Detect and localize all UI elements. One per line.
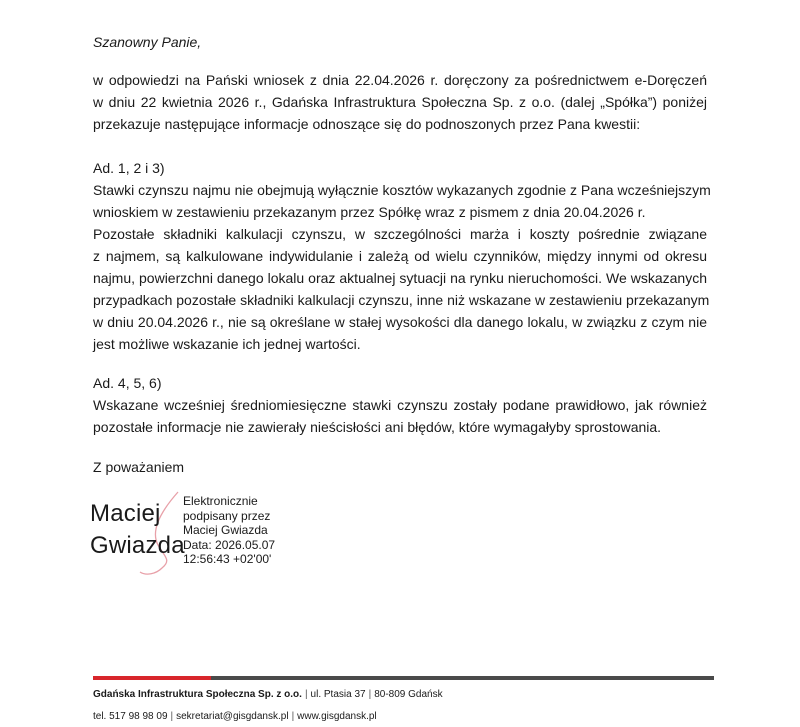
- footer-website-link[interactable]: www.gisgdansk.pl: [297, 711, 377, 722]
- body-line: z najmem, są kalkulowane indywidulanie i zależą od wielu czynników, między innymi od okresu: [93, 248, 707, 264]
- intro-paragraph: [93, 69, 707, 135]
- footer-separator: |: [170, 711, 174, 722]
- signature-last-name: Gwiazda: [90, 532, 185, 559]
- footer-accent-bar: [93, 676, 211, 680]
- intro-line: przekazuje następujące informacje odnoszące się do podnoszonych przez Pana kwestii:: [93, 116, 641, 132]
- intro-line: w dniu 22 kwietnia 2026 r., Gdańska Infrastruktura Społeczna Sp. z o.o. (dalej „Spółka”) poniżej: [93, 94, 707, 110]
- section-body-ad1: [93, 179, 711, 355]
- footer-email-link[interactable]: sekretariat@gisgdansk.pl: [176, 711, 289, 722]
- signature-detail-line: podpisany przez: [183, 508, 271, 523]
- footer-street: ul. Ptasia 37: [310, 689, 366, 700]
- intro-line: w odpowiedzi na Pański wniosek z dnia 22.04.2026 r. doręczony za pośrednictwem e-Doręczeń: [93, 72, 707, 88]
- body-line: Stawki czynszu najmu nie obejmują wyłącznie kosztów wykazanych zgodnie z Pana wcześniejszym: [93, 182, 711, 198]
- signature-detail-line: Data: 2026.05.07: [183, 537, 276, 552]
- footer-contact-line: [93, 710, 377, 723]
- footer-rule-bar: [211, 676, 714, 680]
- body-line: najmu, powierzchni danego lokalu oraz aktualnej sytuacji na rynku nieruchomości. We wskazanych: [93, 270, 707, 286]
- letter-greeting: Szanowny Panie,: [93, 34, 202, 50]
- footer-separator: |: [304, 689, 308, 700]
- signature-detail-line: Elektronicznie: [183, 494, 258, 508]
- body-line: przypadkach pozostałe składniki kalkulacji czynszu, inne niż wskazane w zestawieniu przekazanym: [93, 292, 710, 308]
- footer-divider-bar: [93, 676, 714, 680]
- section-heading-ad4: Ad. 4, 5, 6): [93, 375, 162, 391]
- footer-separator: |: [368, 689, 372, 700]
- body-line: w dniu 20.04.2026 r., nie są określane w stałej wysokości dla danego lokalu, w związku z czym nie: [93, 314, 707, 330]
- footer-address-line: [93, 688, 443, 701]
- body-line: Wskazane wcześniej średniomiesięczne stawki czynszu zostały podane prawidłowo, jak również: [93, 397, 707, 413]
- footer-company-name: Gdańska Infrastruktura Społeczna Sp. z o.o.: [93, 689, 302, 700]
- section-heading-ad1: Ad. 1, 2 i 3): [93, 160, 165, 176]
- signature-detail-line: Maciej Gwiazda: [183, 523, 268, 537]
- signature-detail-line: 12:56:43 +02'00': [183, 552, 272, 566]
- body-line: wnioskiem w zestawieniu przekazanym przez Spółkę wraz z pismem z dnia 20.04.2026 r.: [93, 204, 646, 220]
- signature-details: [183, 494, 275, 567]
- section-body-ad4: [93, 394, 707, 438]
- footer-separator: |: [291, 711, 295, 722]
- signature-first-name: Maciej: [90, 500, 161, 527]
- body-line: pozostałe informacje nie zawierały nieścisłości ani błędów, które wymagałyby sprostowania.: [93, 419, 662, 435]
- body-line: Pozostałe składniki kalkulacji czynszu, w szczególności marża i koszty pośrednie związane: [93, 226, 707, 242]
- footer-postal: 80-809 Gdańsk: [374, 689, 443, 700]
- letter-closing: Z poważaniem: [93, 459, 185, 475]
- signature-name: [90, 498, 185, 562]
- footer-phone: tel. 517 98 98 09: [93, 711, 168, 722]
- body-line: jest możliwe wskazanie ich jednej wartości.: [93, 336, 361, 352]
